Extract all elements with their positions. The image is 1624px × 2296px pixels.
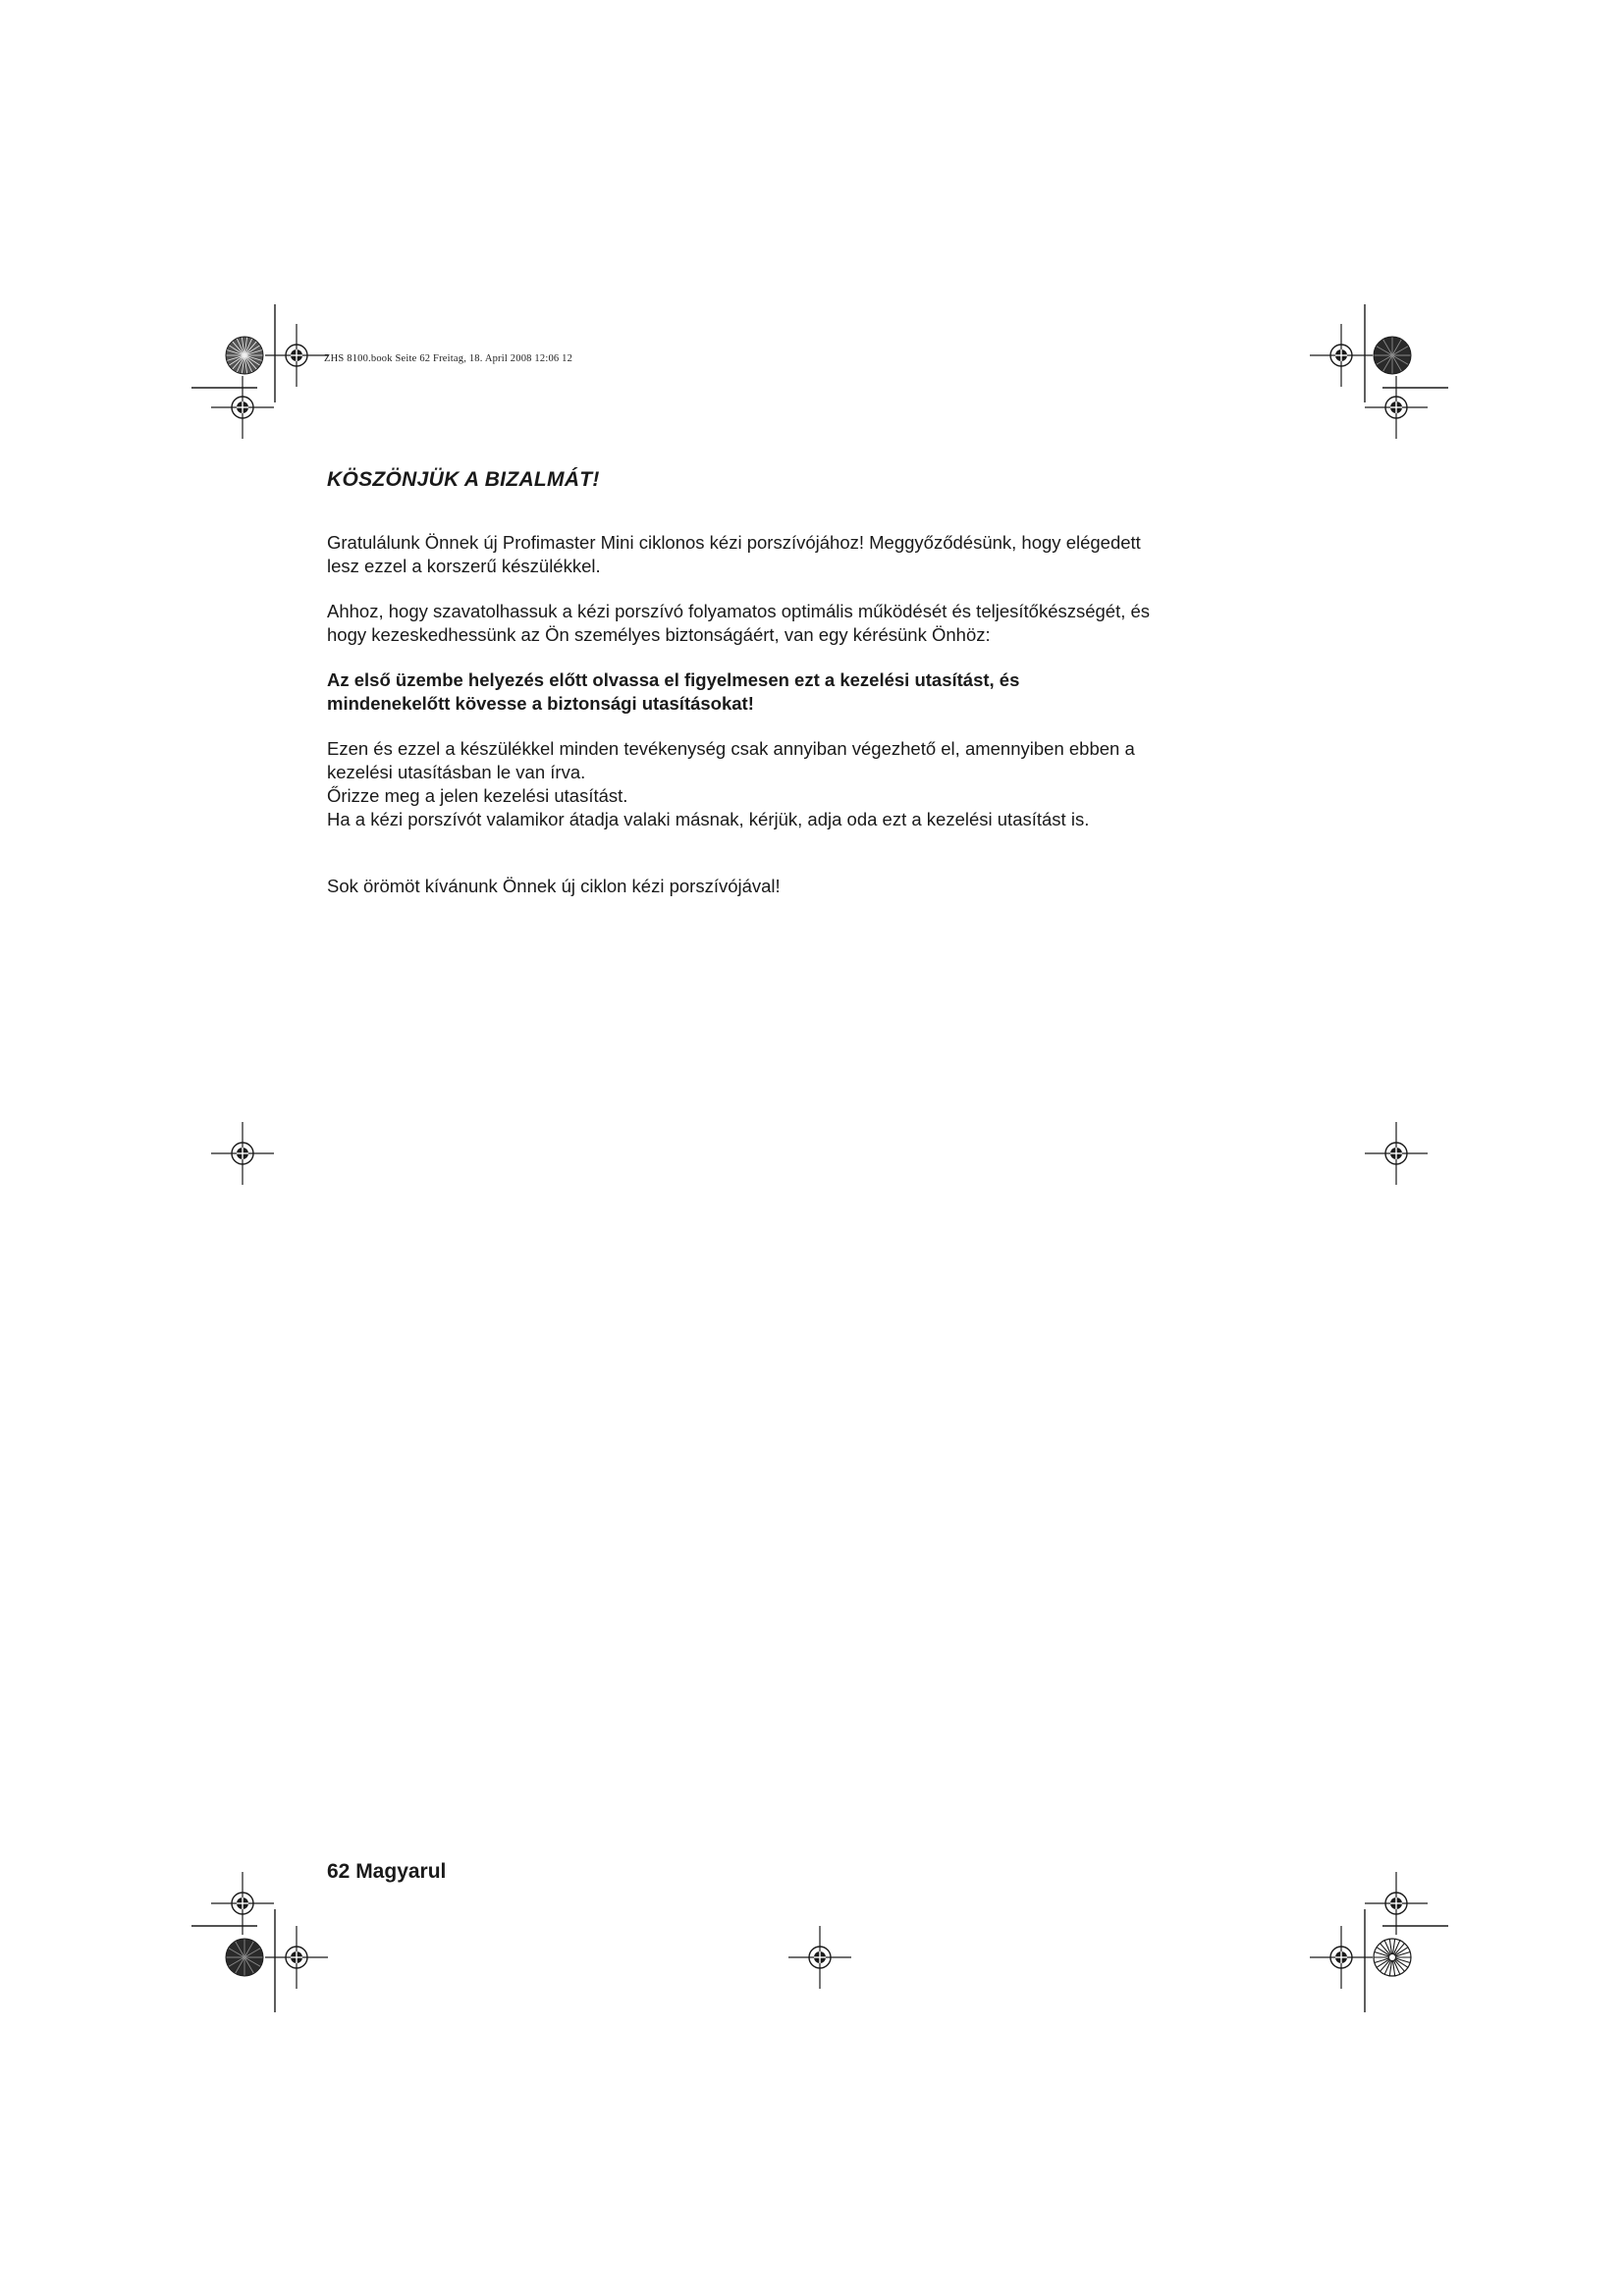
purpose-line-2: hogy kezeskedhessünk az Ön személyes biztonságáért, van egy kérésünk Önhöz: [327, 624, 991, 646]
registration-crosshair-icon [211, 1122, 274, 1185]
usage-line-1: Ezen és ezzel a készülékkel minden tevékenység csak annyiban végezhető el, amennyiben ebben a [327, 738, 1135, 760]
safety-notice-line-1: Az első üzembe helyezés előtt olvassa el figyelmesen ezt a kezelési utasítást, és [327, 669, 1020, 691]
intro-line-1: Gratulálunk Önnek új Profimaster Mini ciklonos kézi porszívójához! Meggyőződésünk, hogy elégedett [327, 532, 1141, 554]
purpose-paragraph [327, 600, 1270, 647]
registration-crosshair-icon [1365, 1122, 1428, 1185]
intro-paragraph [327, 531, 1270, 578]
closing-paragraph: Sok örömöt kívánunk Önnek új ciklon kézi porszívójával! [327, 876, 781, 897]
print-header-slug: ZHS 8100.book Seite 62 Freitag, 18. April 2008 12:06 12 [324, 353, 573, 364]
starburst-wheel-icon [1374, 1939, 1411, 1976]
starburst-wheel-icon [226, 337, 263, 374]
keep-manual-line: Őrizze meg a jelen kezelési utasítást. [327, 785, 628, 807]
safety-notice-line-2: mindenekelőtt kövesse a biztonsági utasításokat! [327, 693, 754, 715]
starburst-wheel-icon [226, 1939, 263, 1976]
safety-notice-paragraph [327, 668, 1270, 716]
page-title: KÖSZÖNJÜK A BIZALMÁT! [327, 468, 600, 491]
usage-paragraph [327, 737, 1270, 831]
registration-crosshair-icon [788, 1926, 851, 1989]
purpose-line-1: Ahhoz, hogy szavatolhassuk a kézi porszívó folyamatos optimális működését és teljesítőkészségét, és [327, 601, 1151, 622]
handover-line: Ha a kézi porszívót valamikor átadja valaki másnak, kérjük, adja oda ezt a kezelési utasítást is. [327, 809, 1090, 830]
starburst-wheel-icon [1374, 337, 1411, 374]
registration-crosshair-icon [1310, 1926, 1373, 1989]
page-content [327, 467, 1270, 898]
registration-crosshair-icon [1365, 376, 1428, 439]
intro-line-2: lesz ezzel a korszerű készülékkel. [327, 556, 601, 577]
footer-page-label: 62 Magyarul [327, 1860, 447, 1883]
registration-crosshair-icon [211, 376, 274, 439]
registration-crosshair-icon [1310, 324, 1373, 387]
usage-line-2: kezelési utasításban le van írva. [327, 762, 586, 783]
